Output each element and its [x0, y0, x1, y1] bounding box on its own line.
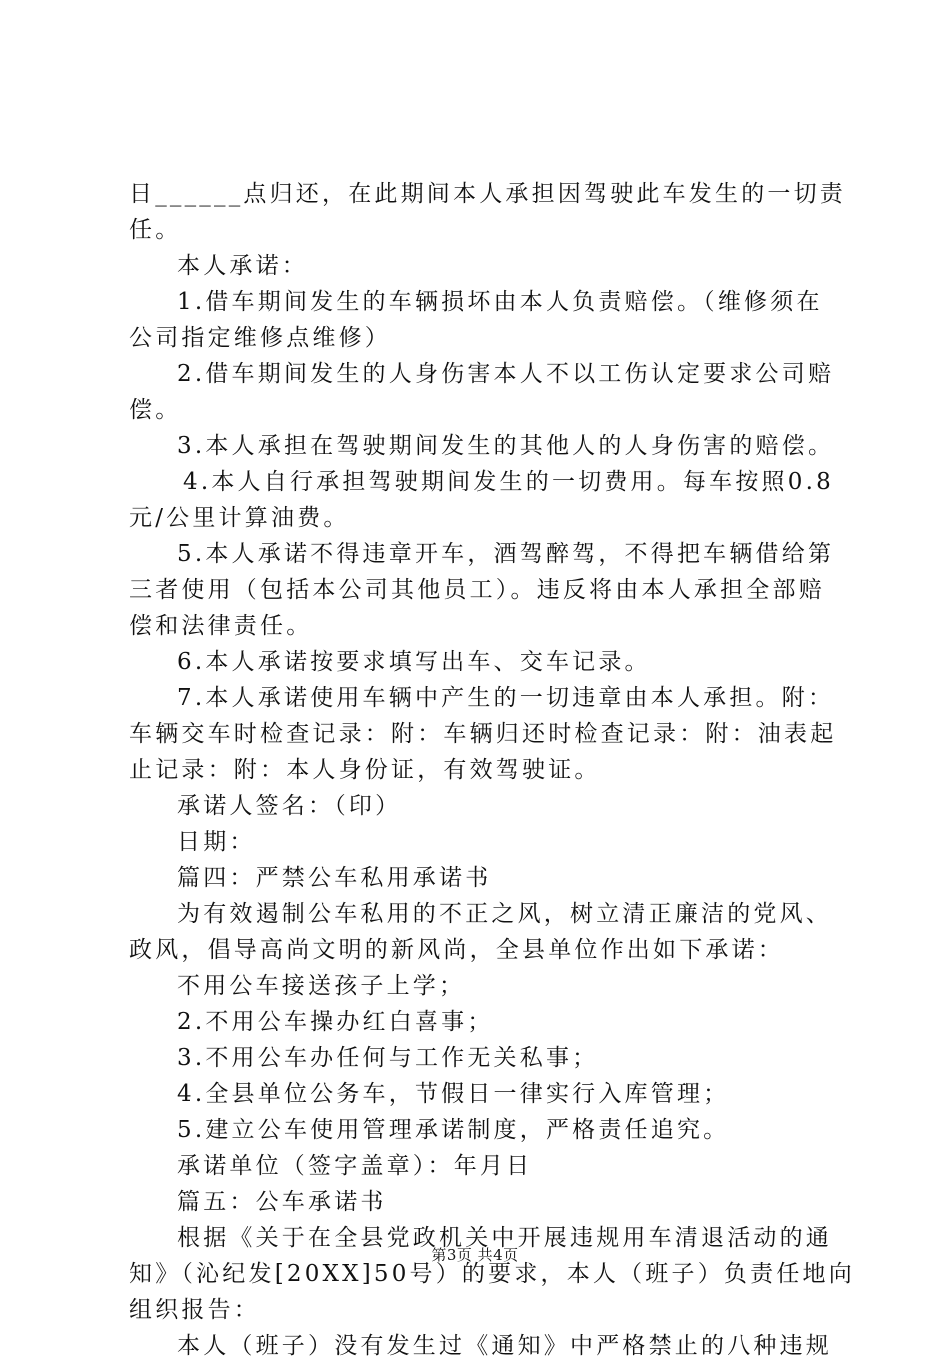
text-line: 为有效遏制公车私用的不正之风，树立清正廉洁的党风、 — [177, 901, 832, 927]
text-line: 三者使用（包括本公司其他员工）。违反将由本人承担全部赔 — [129, 577, 825, 603]
text-line: 日期： — [177, 829, 256, 855]
text-line: 5.建立公车使用管理承诺制度，严格责任追究。 — [177, 1117, 730, 1143]
text-line: 2.借车期间发生的人身伤害本人不以工伤认定要求公司赔 — [177, 361, 835, 387]
text-line: 止记录：附：本人身份证，有效驾驶证。 — [129, 757, 601, 783]
text-line: 3.本人承担在驾驶期间发生的其他人的人身伤害的赔偿。 — [177, 433, 835, 459]
text-line: 本人（班子）没有发生过《通知》中严格禁止的八种违规 — [177, 1333, 832, 1359]
text-line: 篇五：公车承诺书 — [177, 1189, 387, 1215]
text-line: 任。 — [129, 217, 182, 243]
text-line: 4.全县单位公务车，节假日一律实行入库管理； — [177, 1081, 730, 1107]
text-line: 承诺人签名：（印） — [177, 793, 402, 819]
text-line: 篇四：严禁公车私用承诺书 — [177, 865, 492, 891]
text-line: 公司指定维修点维修） — [129, 325, 391, 351]
text-line: 偿。 — [129, 397, 182, 423]
text-line: 承诺单位（签字盖章）：年月日 — [177, 1153, 533, 1179]
text-line: 车辆交车时检查记录：附：车辆归还时检查记录：附：油表起 — [129, 721, 837, 747]
text-line: 4.本人自行承担驾驶期间发生的一切费用。每车按照0.8 — [183, 469, 834, 495]
text-line: 元/公里计算油费。 — [129, 505, 350, 531]
text-line: 根据《关于在全县党政机关中开展违规用车清退活动的通 — [177, 1225, 832, 1251]
text-line: 3.不用公车办任何与工作无关私事； — [177, 1045, 599, 1071]
text-line: 政风，倡导高尚文明的新风尚，全县单位作出如下承诺： — [129, 937, 784, 963]
text-line: 组织报告： — [129, 1297, 260, 1323]
text-line: 7.本人承诺使用车辆中产生的一切违章由本人承担。附： — [177, 685, 835, 711]
text-line: 2.不用公车操办红白喜事； — [177, 1009, 494, 1035]
page-footer: 第3页 共4页 — [431, 1246, 519, 1264]
text-line: 知》（沁纪发[20XX]50号）的要求，本人（班子）负责任地向 — [129, 1261, 855, 1287]
text-line: 1.借车期间发生的车辆损坏由本人负责赔偿。（维修须在 — [177, 289, 823, 315]
text-line: 不用公车接送孩子上学； — [177, 973, 466, 999]
text-line: 偿和法律责任。 — [129, 613, 313, 639]
text-line: 日______点归还，在此期间本人承担因驾驶此车发生的一切责 — [129, 181, 846, 207]
text-line: 本人承诺： — [177, 253, 308, 279]
text-line: 6.本人承诺按要求填写出车、交车记录。 — [177, 649, 651, 675]
text-line: 5.本人承诺不得违章开车，酒驾醉驾，不得把车辆借给第 — [177, 541, 835, 567]
document-body — [129, 176, 855, 1364]
